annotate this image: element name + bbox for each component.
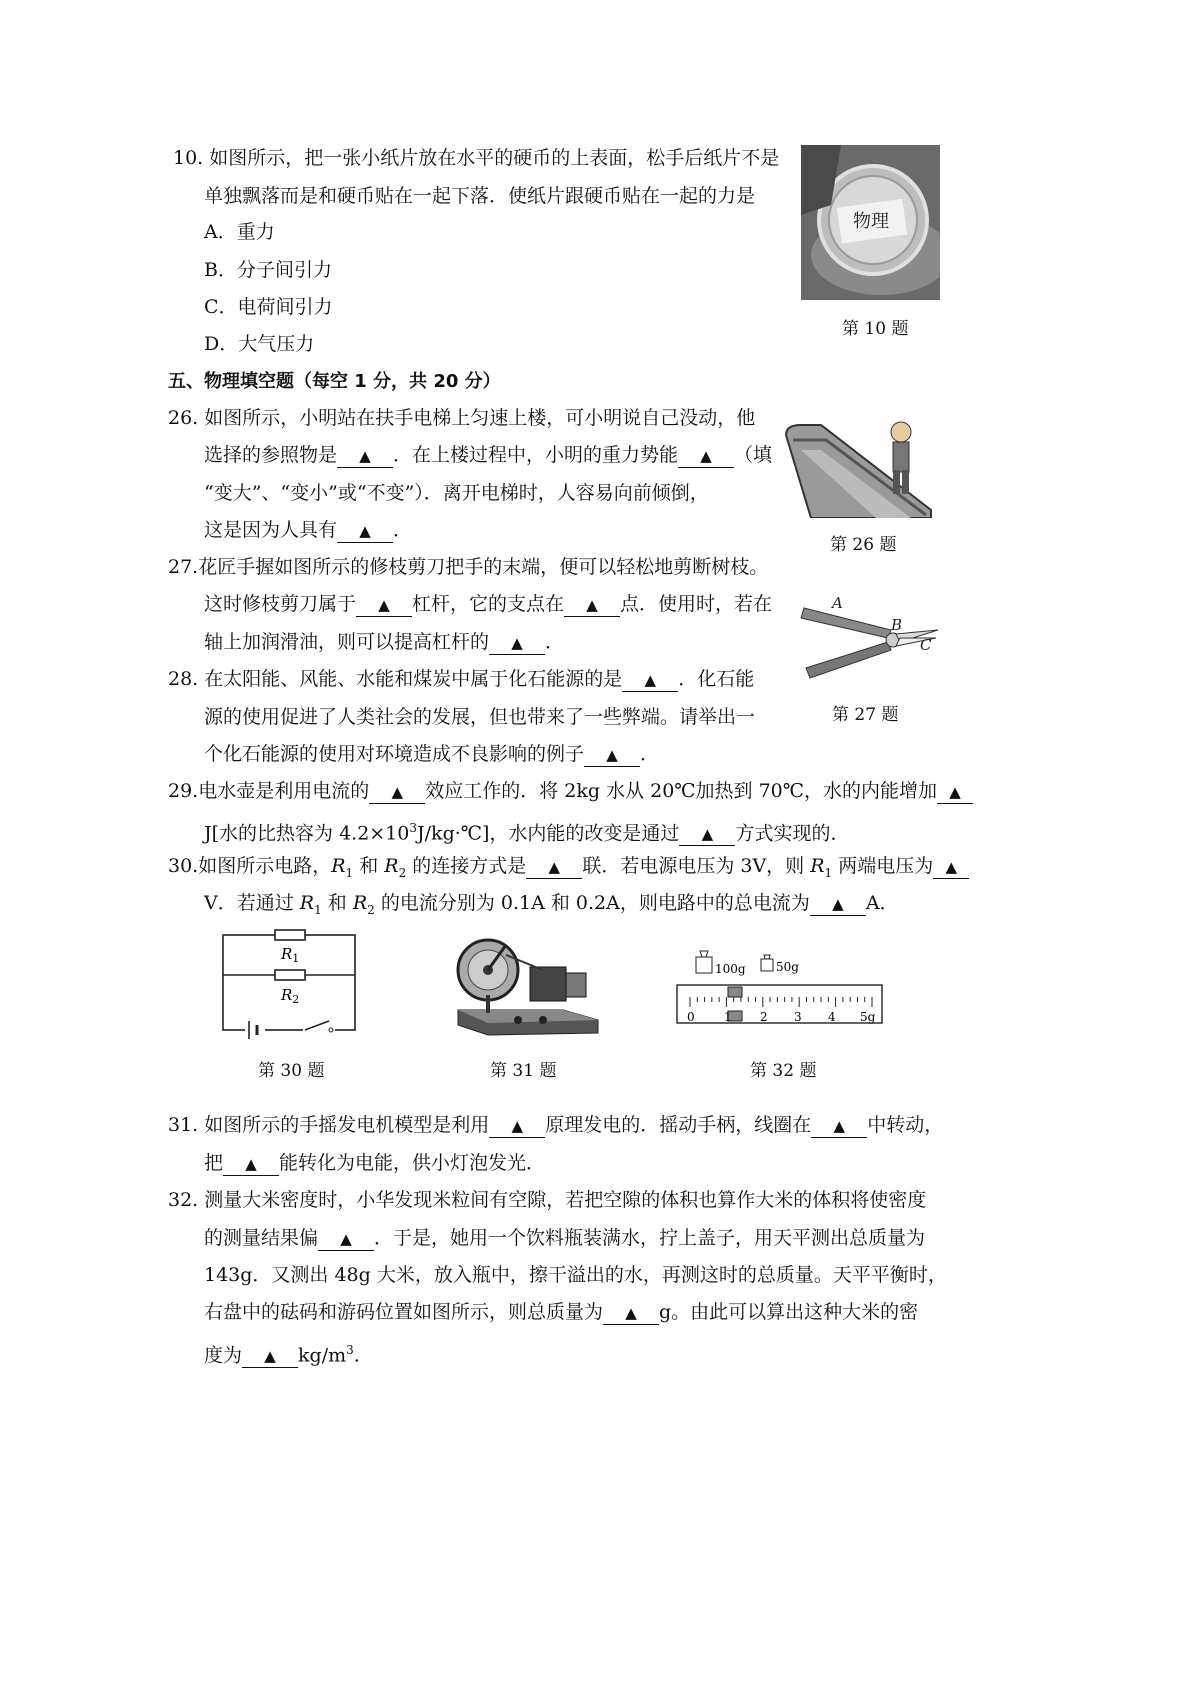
q27-caption: 第 27 题 [832,705,899,725]
q31-caption: 第 31 题 [490,1061,557,1081]
q10-option-b: B．分子间引力 [204,259,332,281]
answer-blank[interactable] [678,444,734,468]
balance-weights-figure [672,945,887,1030]
q10-option-c: C．电荷间引力 [204,296,333,318]
q29-line-2: J[水的比热容为 $4.2\times 10^3J/kg\cdot℃$]，水内能的改变是通过▲ 方式实现的． [204,815,849,846]
q10-caption: 第 10 题 [842,319,909,339]
q30-caption: 第 30 题 [258,1061,325,1081]
q27-line-1: 27.花匠手握如图所示的修枝剪刀把手的末端，便可以轻松地剪断树枝。 [168,556,769,578]
q30-line-1: 30.如图所示电路，$R_1$ 和 $R_2$ 的连接方式是▲ 联．若电源电压为 3V，则 $R_1$ 两端电压为▲ [168,853,969,886]
answer-blank[interactable] [603,1301,659,1325]
answer-blank[interactable] [318,1227,374,1251]
scale-label-1: 1 [724,1010,732,1024]
q10-line-2: 单独飘落而是和硬币贴在一起下落．使纸片跟硬币贴在一起的力是 [204,185,756,207]
q32-line-2: 的测量结果偏▲ ．于是，她用一个饮料瓶装满水，拧上盖子，用天平测出总质量为 [204,1225,925,1251]
shears-label-c: C [920,636,932,654]
coin-photo [801,145,940,300]
q28-line-1: 28. 在太阳能、风能、水能和煤炭中属于化石能源的是▲ ．化石能 [168,666,754,692]
r1-label: $R_1$ [281,945,300,965]
q26-line-3: “变大”、“变小”或“不变”）．离开电梯时，人容易向前倾倒， [204,482,709,504]
hand-generator-figure [448,925,603,1040]
answer-blank[interactable] [242,1344,298,1368]
parallel-circuit-figure [215,925,365,1040]
q26-caption: 第 26 题 [830,535,897,555]
q32-caption: 第 32 题 [750,1061,817,1081]
answer-blank[interactable] [810,892,866,916]
q32-line-4: 右盘中的砝码和游码位置如图所示，则总质量为▲ g。由此可以算出这种大米的密 [204,1299,918,1325]
q32-line-5: 度为▲ $kg/m^3$. [204,1337,360,1368]
q28-line-3: 个化石能源的使用对环境造成不良影响的例子▲ ． [204,741,659,767]
pruning-shears-figure [796,590,941,690]
q27-line-3: 轴上加润滑油，则可以提高杠杆的▲ ． [204,629,564,655]
q10-line-1: 10. 如图所示，把一张小纸片放在水平的硬币的上表面，松手后纸片不是 [173,147,780,169]
answer-blank[interactable] [679,822,735,846]
q31-line-2: 把▲ 能转化为电能，供小灯泡发光． [204,1150,545,1176]
q26-line-4: 这是因为人具有▲ ． [204,517,412,543]
scale-label-0: 0 [687,1010,695,1024]
answer-blank[interactable] [489,1114,545,1138]
q31-line-1: 31. 如图所示的手摇发电机模型是利用▲ 原理发电的．摇动手柄，线圈在▲ 中转动， [168,1112,943,1138]
answer-blank[interactable] [526,855,582,879]
scale-label-3: 3 [794,1010,802,1024]
answer-blank[interactable] [622,668,678,692]
weight-50g-label: 50g [776,960,799,974]
q26-line-1: 26. 如图所示，小明站在扶手电梯上匀速上楼，可小明说自己没动，他 [168,407,756,429]
scale-label-2: 2 [760,1010,768,1024]
shears-label-b: B [891,616,903,634]
answer-blank[interactable] [369,780,425,804]
q26-line-2: 选择的参照物是▲ ．在上楼过程中，小明的重力势能▲ （填 [204,442,772,468]
coin-paper-label: 物理 [853,211,889,232]
shears-label-a: A [832,594,843,612]
answer-blank[interactable] [489,631,545,655]
answer-blank[interactable] [337,444,393,468]
q10-option-d: D．大气压力 [204,333,315,355]
q30-line-2: V．若通过 $R_1$ 和 $R_2$ 的电流分别为 0.1A 和 0.2A，则电路中的总电流为▲ A． [204,890,899,923]
answer-blank[interactable] [337,519,393,543]
scale-label-5: 5g [860,1010,876,1024]
answer-blank[interactable] [584,743,640,767]
section-heading: 五、物理填空题（每空 1 分，共 20 分） [168,371,501,392]
q29-line-1: 29.电水壶是利用电流的▲ 效应工作的．将 2kg 水从 20℃加热到 70℃，水的内能增加▲ [168,778,973,804]
q27-line-2: 这时修枝剪刀属于▲ 杠杆，它的支点在▲ 点．使用时，若在 [204,591,772,617]
q32-line-1: 32. 测量大米密度时，小华发现米粒间有空隙，若把空隙的体积也算作大米的体积将使密度 [168,1189,927,1211]
answer-blank[interactable] [937,780,973,804]
r2-label: $R_2$ [281,986,300,1006]
answer-blank[interactable] [356,593,412,617]
weight-100g-label: 100g [715,962,746,976]
scale-label-4: 4 [828,1010,836,1024]
q10-option-a: A．重力 [204,221,275,243]
answer-blank[interactable] [564,593,620,617]
q32-line-3: 143g．又测出 48g 大米，放入瓶中，擦干溢出的水，再测这时的总质量。天平平衡时， [204,1264,947,1286]
answer-blank[interactable] [223,1152,279,1176]
q28-line-2: 源的使用促进了人类社会的发展，但也带来了一些弊端。请举出一 [204,706,756,728]
answer-blank[interactable] [811,1114,867,1138]
escalator-figure [781,410,941,518]
answer-blank[interactable] [933,855,969,879]
